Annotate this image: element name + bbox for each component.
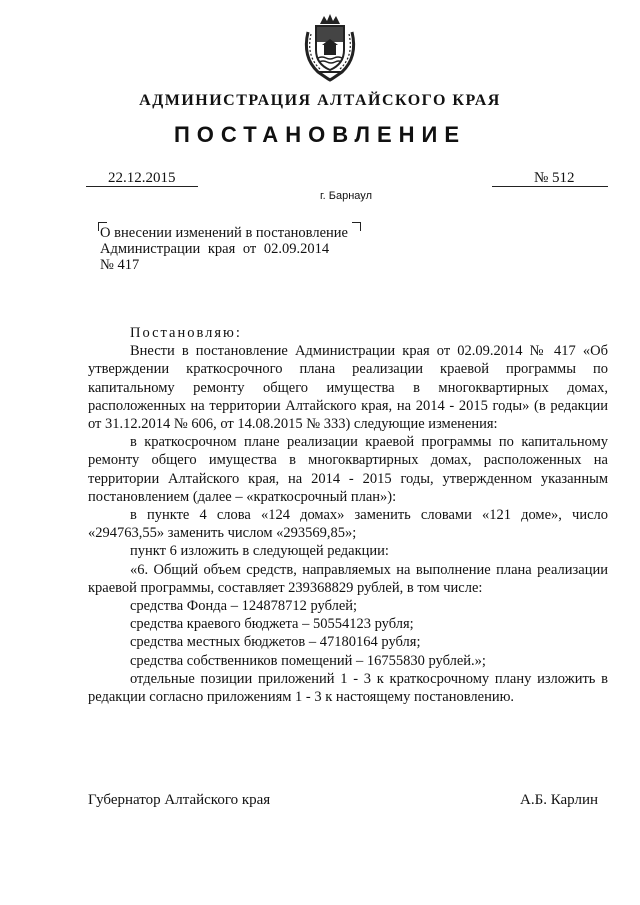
subject-line: О внесении изменений в постановление	[100, 225, 348, 241]
body-paragraph: в краткосрочном плане реализации краевой программы по капитальному ремонту общего имущества в многоквартирных домах, расположенных на территории Алтайского края, на 2014 - 2015 годы, утвержденном указанным постановлением (далее – «краткосрочный план»):	[88, 434, 608, 505]
organization-name: АДМИНИСТРАЦИЯ АЛТАЙСКОГО КРАЯ	[139, 92, 501, 109]
date-underline	[86, 186, 198, 187]
body-paragraph: пункт 6 изложить в следующей редакции:	[130, 543, 389, 560]
subject-line: № 417	[100, 257, 140, 273]
funding-item: средства местных бюджетов – 47180164 рубля;	[130, 634, 421, 651]
funding-item: средства собственников помещений – 16755830 рублей.»;	[130, 652, 486, 669]
document-number: № 512	[534, 170, 575, 186]
body-paragraph: в пункте 4 слова «124 домах» заменить словами «121 доме», число «294763,55» заменить числом «293569,85»;	[88, 507, 608, 542]
body-paragraph: «6. Общий объем средств, направляемых на выполнение плана реализации краевой программы, составляет 239368829 рублей, в том числе:	[88, 561, 608, 596]
coat-of-arms-altai-krai-icon	[298, 12, 362, 82]
document-subject	[100, 225, 380, 273]
document-date: 22.12.2015	[108, 170, 176, 186]
signatory-name: А.Б. Карлин	[520, 792, 599, 808]
city-label: г. Барнаул	[320, 190, 372, 202]
document-type-title: ПОСТАНОВЛЕНИЕ	[173, 122, 467, 147]
body-paragraph: отдельные позиции приложений 1 - 3 к краткосрочному плану изложить в редакции согласно приложениям 1 - 3 к настоящему постановлению.	[88, 670, 608, 706]
number-underline	[492, 186, 608, 187]
funding-item: средства Фонда – 124878712 рублей;	[130, 598, 358, 615]
funding-item: средства краевого бюджета – 50554123 рубля;	[130, 616, 414, 633]
signatory-position: Губернатор Алтайского края	[88, 792, 271, 808]
subject-line: Администрации края от 02.09.2014	[100, 241, 330, 257]
document-body	[88, 324, 608, 706]
decree-word: Постановляю:	[130, 325, 242, 341]
body-paragraph: Внести в постановление Администрации края от 02.09.2014 № 417 «Об утверждении краткосрочного плана реализации краевой программы по капитальному ремонту общего имущества в многоквартирных домах, расположенных на территории Алтайского края, на 2014 - 2015 годы» (в редакции от 31.12.2014 № 606, от 14.08.2015 № 333) следующие изменения:	[88, 343, 608, 433]
